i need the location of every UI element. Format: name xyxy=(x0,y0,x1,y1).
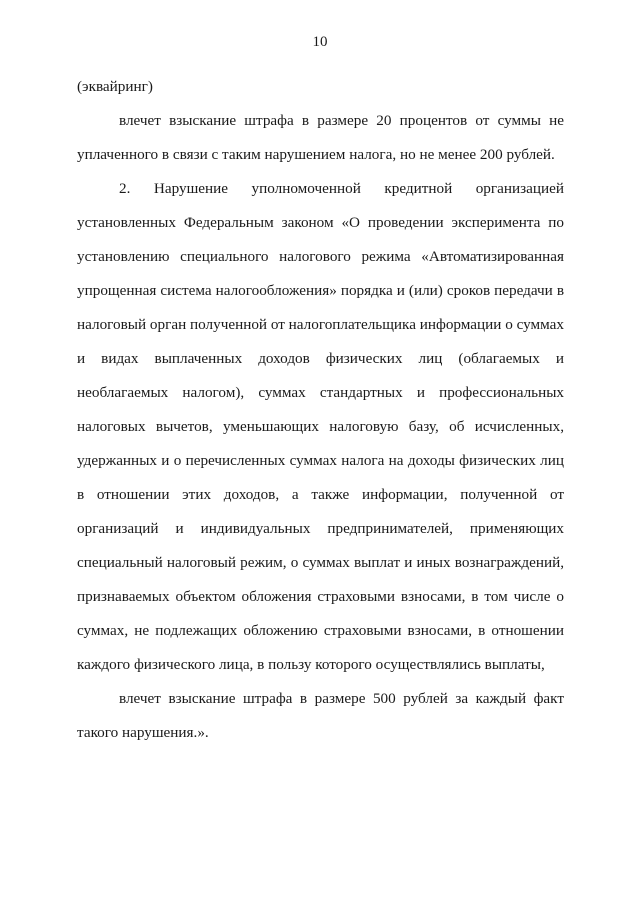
paragraph-penalty-20-percent: влечет взыскание штрафа в размере 20 процентов от суммы не уплаченного в связи с таким нарушением налога, но не менее 200 рублей. xyxy=(77,112,564,163)
paragraph-penalty-500-rubles: влечет взыскание штрафа в размере 500 рублей за каждый факт такого нарушения.». xyxy=(77,690,564,741)
document-body xyxy=(77,70,564,750)
page-number: 10 xyxy=(312,34,328,50)
paragraph-acquiring-tail: (эквайринг) xyxy=(77,78,153,95)
paragraph-clause-2: 2. Нарушение уполномоченной кредитной организацией установленных Федеральным законом «О проведении эксперимента по установлению специального налогового режима «Автоматизированная упрощенная система налогообложения» порядка и (или) сроков передачи в налоговый орган полученной от налогоплательщика информации о суммах и видах выплаченных доходов физических лиц (облагаемых и необлагаемых налогом), суммах стандартных и профессиональных налоговых вычетов, уменьшающих налоговую базу, об исчисленных, удержанных и о перечисленных суммах налога на доходы физических лиц в отношении этих доходов, а также информации, полученной от организаций и индивидуальных предпринимателей, применяющих специальный налоговый режим, о суммах выплат и иных вознаграждений, признаваемых объектом обложения страховыми взносами, в том числе о суммах, не подлежащих обложению страховыми взносами, в отношении каждого физического лица, в пользу которого осуществлялись выплаты, xyxy=(77,180,564,673)
